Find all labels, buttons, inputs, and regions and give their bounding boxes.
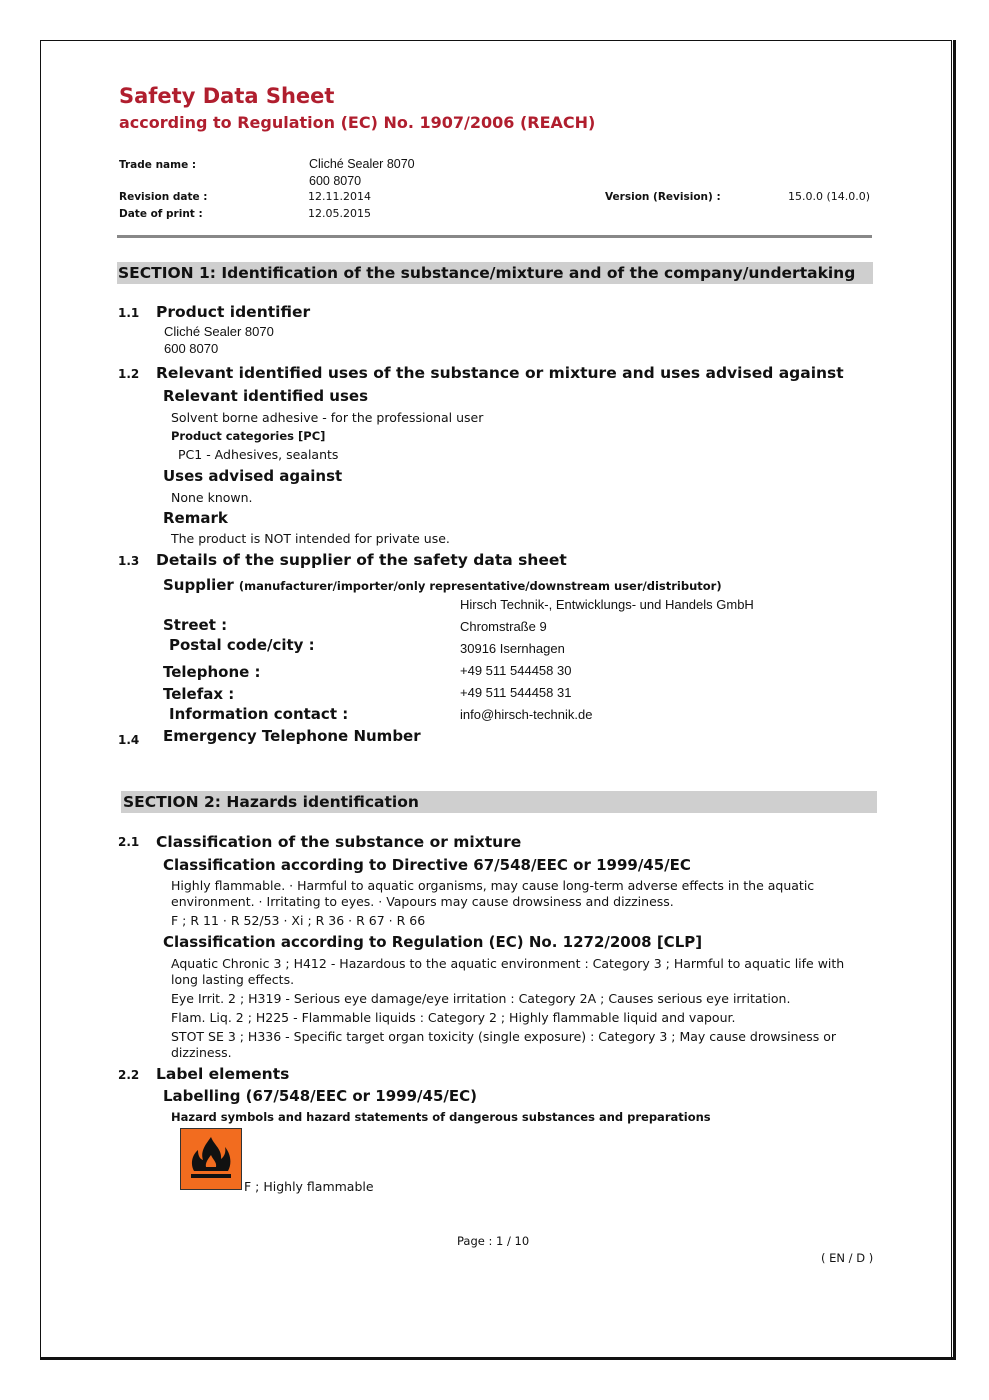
directive-classification-heading: Classification according to Directive 67/548/EEC or 1999/45/EC bbox=[163, 856, 691, 874]
postal-value: 30916 Isernhagen bbox=[460, 641, 565, 656]
header-divider bbox=[117, 235, 872, 238]
clp-flam-text: Flam. Liq. 2 ; H225 - Flammable liquids : Category 2 ; Highly flammable liquid and vapour. bbox=[171, 1010, 736, 1025]
advised-against-heading: Uses advised against bbox=[163, 467, 343, 485]
relevant-uses-text: Solvent borne adhesive - for the professional user bbox=[171, 410, 484, 425]
identified-uses-heading: Relevant identified uses of the substance or mixture and uses advised against bbox=[156, 364, 844, 382]
remark-heading: Remark bbox=[163, 509, 228, 527]
flame-pictogram bbox=[180, 1128, 242, 1190]
product-name: Cliché Sealer 8070 bbox=[164, 324, 274, 339]
clp-classification-heading: Classification according to Regulation (EC) No. 1272/2008 [CLP] bbox=[163, 933, 703, 951]
supplier-name: Hirsch Technik-, Entwicklungs- und Handels GmbH bbox=[460, 597, 754, 612]
section1-title: SECTION 1: Identification of the substance/mixture and of the company/undertaking bbox=[118, 264, 856, 282]
directive-classification-text: Highly flammable. · Harmful to aquatic organisms, may cause long-term adverse effects in the aquatic environment. · Irritating to eyes. · Vapours may cause drowsiness and dizziness. bbox=[171, 878, 815, 909]
clp-stot-text: STOT SE 3 ; H336 - Specific target organ toxicity (single exposure) : Category 3 ; May cause drowsiness or dizziness. bbox=[171, 1029, 836, 1060]
labelling-heading: Labelling (67/548/EEC or 1999/45/EC) bbox=[163, 1087, 477, 1105]
street-value: Chromstraße 9 bbox=[460, 619, 547, 634]
revision-date-label: Revision date : bbox=[119, 191, 208, 203]
section-number: 1.4 bbox=[118, 733, 140, 747]
classification-heading: Classification of the substance or mixture bbox=[156, 833, 522, 851]
flame-icon bbox=[181, 1129, 241, 1189]
section2-title: SECTION 2: Hazards identification bbox=[123, 793, 419, 811]
date-of-print-label: Date of print : bbox=[119, 208, 203, 220]
supplier-note: (manufacturer/importer/only representative/downstream user/distributor) bbox=[238, 579, 722, 593]
telefax-label: Telefax : bbox=[163, 685, 235, 703]
supplier-heading bbox=[163, 575, 722, 594]
supplier-details-heading: Details of the supplier of the safety data sheet bbox=[156, 551, 567, 569]
version-value: 15.0.0 (14.0.0) bbox=[788, 190, 871, 203]
section-number: 1.1 bbox=[118, 306, 140, 320]
product-categories-value: PC1 - Adhesives, sealants bbox=[178, 447, 339, 462]
date-of-print-value: 12.05.2015 bbox=[308, 207, 371, 220]
document-subtitle: according to Regulation (EC) No. 1907/2006 (REACH) bbox=[119, 113, 596, 132]
product-identifier-heading: Product identifier bbox=[156, 303, 311, 321]
emergency-phone-heading: Emergency Telephone Number bbox=[163, 727, 421, 745]
section-number: 2.2 bbox=[118, 1068, 140, 1082]
section-number: 1.3 bbox=[118, 554, 140, 568]
postal-label: Postal code/city : bbox=[169, 636, 315, 654]
info-contact-label: Information contact : bbox=[169, 705, 349, 723]
hazard-symbols-label: Hazard symbols and hazard statements of dangerous substances and preparations bbox=[171, 1110, 711, 1124]
remark-text: The product is NOT intended for private use. bbox=[171, 531, 450, 546]
info-contact-value[interactable]: info@hirsch-technik.de bbox=[460, 707, 593, 722]
advised-against-text: None known. bbox=[171, 490, 253, 505]
street-label: Street : bbox=[163, 616, 228, 634]
revision-date-value: 12.11.2014 bbox=[308, 190, 371, 203]
clp-eye-text: Eye Irrit. 2 ; H319 - Serious eye damage/eye irritation : Category 2A ; Causes serious eye irritation. bbox=[171, 991, 791, 1006]
section-number: 1.2 bbox=[118, 367, 140, 381]
trade-code-value: 600 8070 bbox=[309, 174, 362, 188]
product-categories-label: Product categories [PC] bbox=[171, 429, 326, 443]
language-code: ( EN / D ) bbox=[821, 1251, 874, 1265]
pictogram-caption: F ; Highly flammable bbox=[244, 1179, 374, 1194]
page-number: Page : 1 / 10 bbox=[457, 1234, 530, 1248]
clp-aquatic-text: Aquatic Chronic 3 ; H412 - Hazardous to the aquatic environment : Category 3 ; Harmful to aquatic life with long lasting effects. bbox=[171, 956, 845, 987]
telephone-label: Telephone : bbox=[163, 663, 261, 681]
page-frame-shadow bbox=[953, 40, 956, 1360]
product-code: 600 8070 bbox=[164, 341, 219, 356]
document-title: Safety Data Sheet bbox=[119, 84, 335, 108]
section-number: 2.1 bbox=[118, 835, 140, 849]
relevant-uses-heading: Relevant identified uses bbox=[163, 387, 369, 405]
telephone-value: +49 511 544458 30 bbox=[460, 663, 572, 678]
supplier-label: Supplier bbox=[163, 576, 234, 594]
telefax-value: +49 511 544458 31 bbox=[460, 685, 572, 700]
version-label: Version (Revision) : bbox=[605, 191, 721, 203]
label-elements-heading: Label elements bbox=[156, 1065, 290, 1083]
page-frame-shadow bbox=[40, 1357, 956, 1360]
risk-phrases: F ; R 11 · R 52/53 · Xi ; R 36 · R 67 · R 66 bbox=[171, 913, 426, 928]
trade-name-label: Trade name : bbox=[119, 159, 197, 171]
trade-name-value: Cliché Sealer 8070 bbox=[309, 157, 415, 171]
